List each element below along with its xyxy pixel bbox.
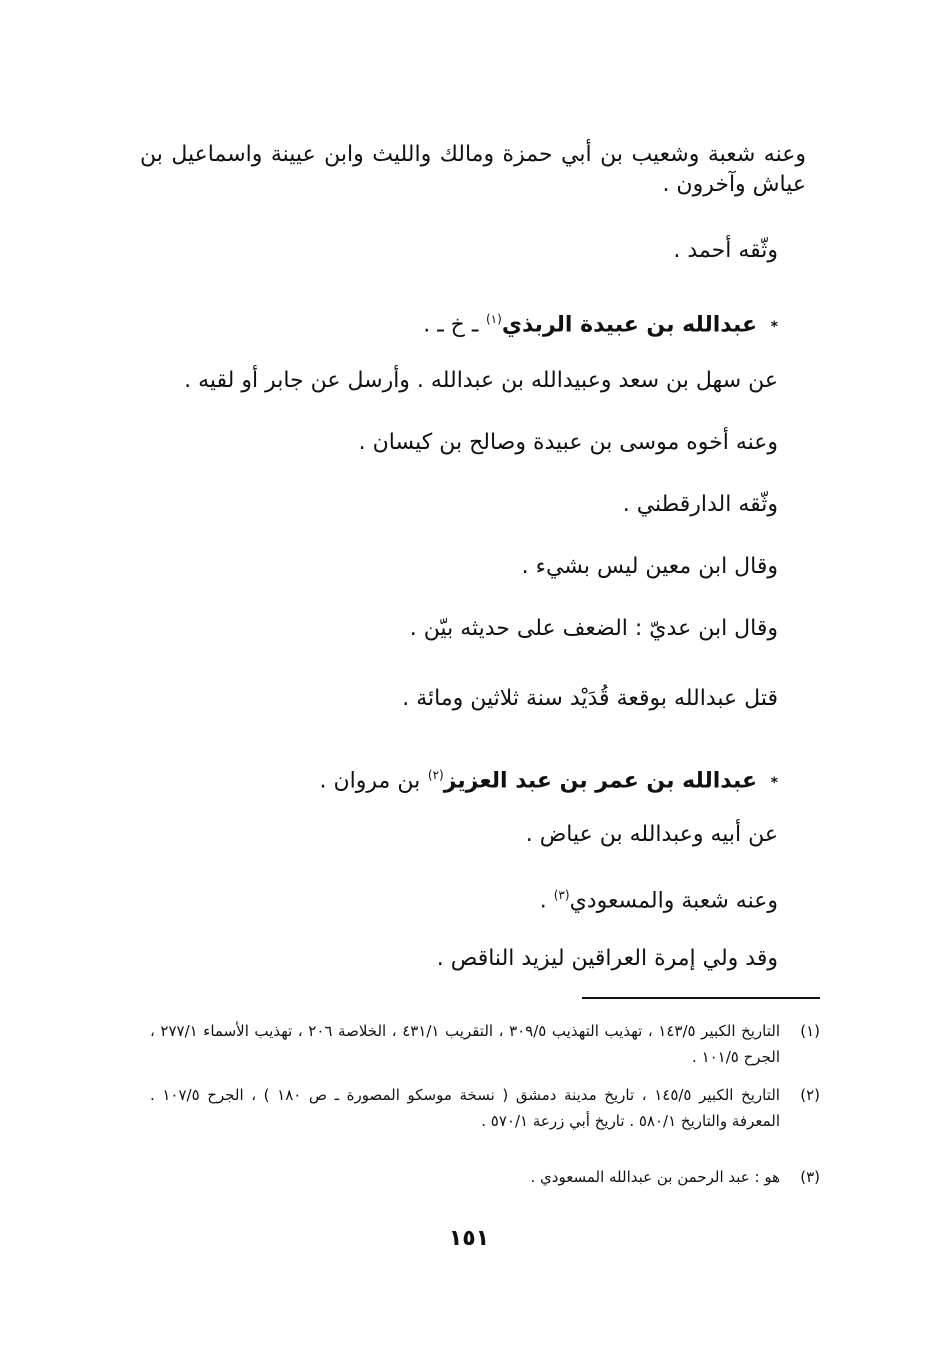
- entry-suffix: ـ خ ـ .: [423, 312, 479, 338]
- footnote-number: (٢): [800, 1086, 820, 1104]
- footnote-ref: (١): [485, 312, 502, 326]
- paragraph-text: وعنه شعبة والمسعودي: [569, 888, 778, 914]
- entry-marker: *: [770, 775, 778, 792]
- footnote-ref: (٢): [427, 768, 444, 782]
- footnote-separator: [582, 997, 820, 999]
- paragraph-narrators: وعنه شعبة وشعيب بن أبي حمزة ومالك والليث وابن عيينة واسماعيل بن عياش وآخرون .: [140, 142, 806, 197]
- footnote-number: (١): [800, 1022, 820, 1040]
- footnote-text: التاريخ الكبير ١٤٥/٥ ، تاريخ مدينة دمشق ( نسخة موسكو المصورة ـ ص ١٨٠ ) ، الجرح ١٠٧/٥ . المعرفة والتاريخ ٥٨٠/١ . تاريخ أبي زرعة ٥٧٠/١ .: [150, 1086, 780, 1130]
- entry-suffix: بن مروان .: [319, 768, 421, 794]
- paragraph-father: عن أبيه وعبدالله بن عياض .: [525, 822, 778, 847]
- paragraph-end: .: [539, 888, 547, 914]
- paragraph-from: عن سهل بن سعد وعبيدالله بن عبدالله . وأرسل عن جابر أو لقيه .: [184, 368, 778, 393]
- entry-heading-2: [320, 760, 778, 798]
- entry-marker: *: [770, 319, 778, 336]
- paragraph-daraqutni: وثّقه الدارقطني .: [622, 492, 778, 517]
- footnote-3: [150, 1164, 820, 1190]
- paragraph-killed: قتل عبدالله بوقعة قُدَيْد سنة ثلاثين ومائة .: [402, 686, 778, 711]
- entry-name: عبدالله بن عبيدة الربذي: [501, 312, 757, 338]
- paragraph-ibn-adi: وقال ابن عديّ : الضعف على حديثه بيّن .: [409, 616, 778, 641]
- footnote-text: التاريخ الكبير ١٤٣/٥ ، تهذيب التهذيب ٣٠٩/٥ ، التقريب ٤٣١/١ ، الخلاصة ٢٠٦ ، تهذيب الأسماء ٢٧٧/١ ، الجرح ١٠١/٥ .: [150, 1022, 781, 1066]
- footnote-2: [150, 1082, 820, 1134]
- paragraph-tawthiq-ahmad: وثّقه أحمد .: [673, 238, 778, 263]
- entry-heading-1: [423, 304, 778, 342]
- paragraph-shuba: [540, 880, 778, 916]
- page-number: ١٥١: [448, 1226, 490, 1251]
- footnote-number: (٣): [800, 1168, 820, 1186]
- paragraph-iraqayn: وقد ولي إمرة العراقين ليزيد الناقص .: [436, 946, 778, 971]
- footnote-1: [150, 1018, 820, 1070]
- entry-name: عبدالله بن عمر بن عبد العزيز: [443, 768, 757, 794]
- paragraph-ibn-maeen: وقال ابن معين ليس بشيء .: [521, 554, 778, 579]
- footnote-ref: (٣): [553, 888, 570, 902]
- paragraph-students: وعنه أخوه موسى بن عبيدة وصالح بن كيسان .: [358, 430, 778, 455]
- footnote-text: هو : عبد الرحمن بن عبدالله المسعودي .: [530, 1168, 780, 1186]
